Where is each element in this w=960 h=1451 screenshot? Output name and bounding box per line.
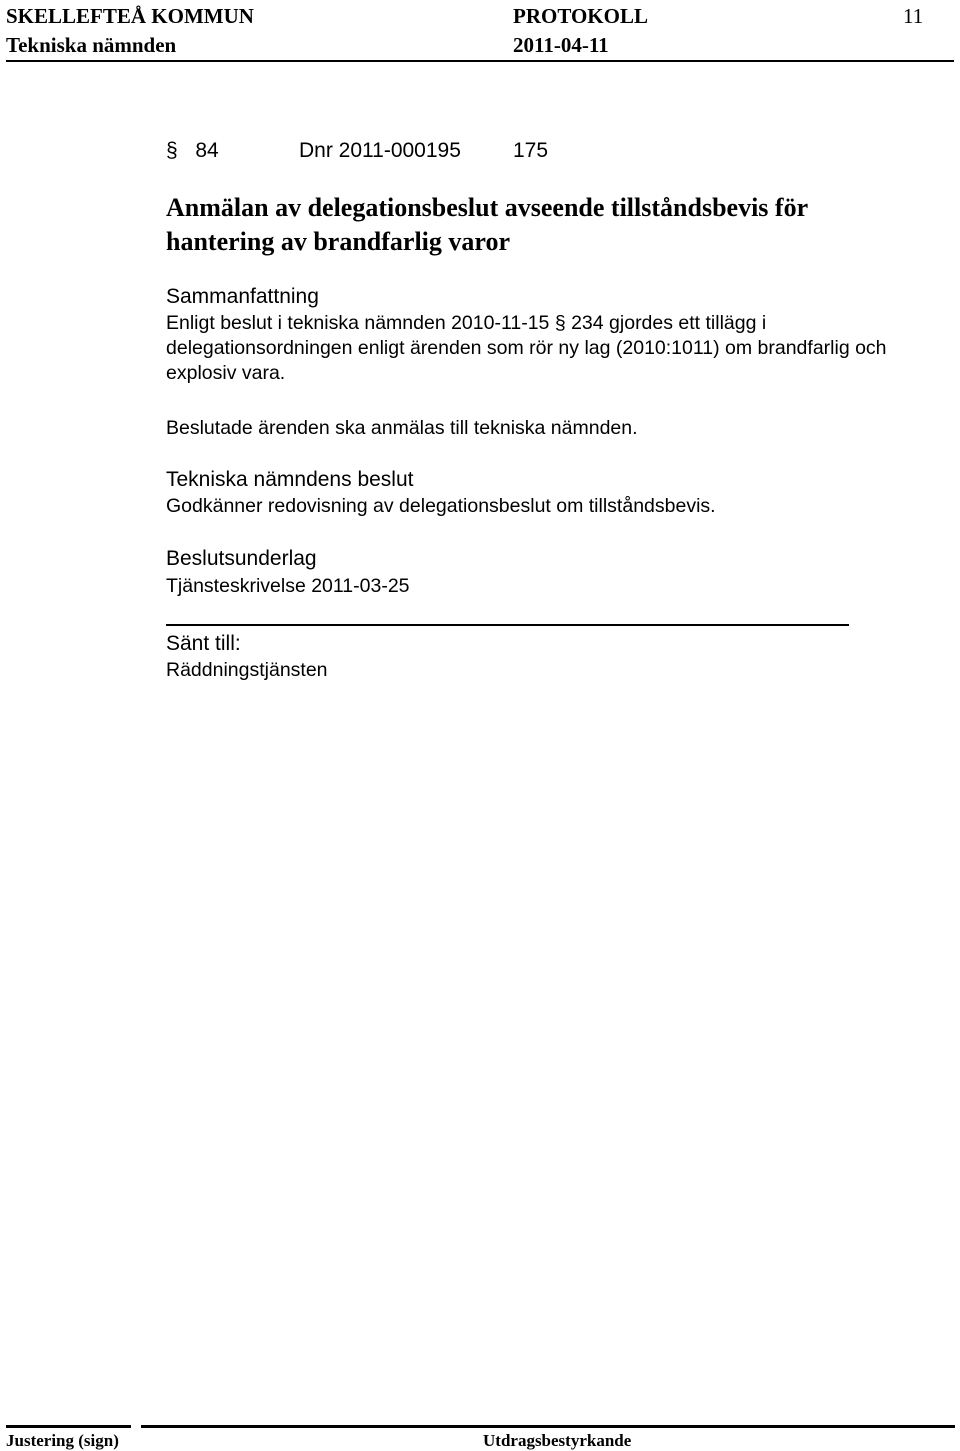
sent-to-recipient: Räddningstjänsten (166, 659, 328, 681)
dnr: Dnr 2011-000195 (299, 139, 461, 162)
decision-text: Godkänner redovisning av delegationsbeslut om tillståndsbevis. (166, 495, 716, 517)
header-rule (6, 60, 954, 62)
basis-heading: Beslutsunderlag (166, 547, 317, 570)
summary-line-1-text: Enligt beslut i tekniska nämnden 2010-11-15 (166, 312, 555, 334)
signature-line-left (6, 1425, 131, 1428)
document-type: PROTOKOLL (513, 4, 648, 28)
page-title-line-1: Anmälan av delegationsbeslut avseende tillståndsbevis för (166, 193, 809, 222)
case-line (166, 138, 219, 163)
paragraph-number: 84 (195, 139, 219, 162)
page-number: 11 (903, 4, 924, 28)
distribution-rule (166, 624, 849, 626)
meeting-date: 2011-04-11 (513, 33, 609, 57)
section-symbol: § (166, 139, 178, 162)
summary-line-1 (166, 311, 766, 336)
signature-line-right (141, 1425, 955, 1428)
summary-line-2: delegationsordningen enligt ärenden som rör ny lag (2010:1011) om brandfarlig och (166, 337, 887, 359)
sent-to-heading: Sänt till: (166, 632, 241, 655)
organization-name: SKELLEFTEÅ KOMMUN (6, 4, 254, 28)
footer-justering: Justering (sign) (6, 1431, 119, 1450)
decision-heading: Tekniska nämndens beslut (166, 468, 414, 491)
summary-heading: Sammanfattning (166, 285, 319, 308)
page-title-line-2: hantering av brandfarlig varor (166, 227, 511, 256)
basis-text: Tjänsteskrivelse 2011-03-25 (166, 575, 410, 597)
footer-utdragsbestyrkande: Utdragsbestyrkande (483, 1431, 632, 1450)
summary-line-3: explosiv vara. (166, 362, 286, 384)
case-code: 175 (513, 139, 549, 162)
summary-paragraph-2: Beslutade ärenden ska anmälas till tekniska nämnden. (166, 417, 638, 439)
summary-line-1-text-end: 234 gjordes ett tillägg i (565, 312, 767, 334)
committee-name: Tekniska nämnden (6, 33, 177, 57)
section-symbol-inline: § (554, 312, 566, 334)
